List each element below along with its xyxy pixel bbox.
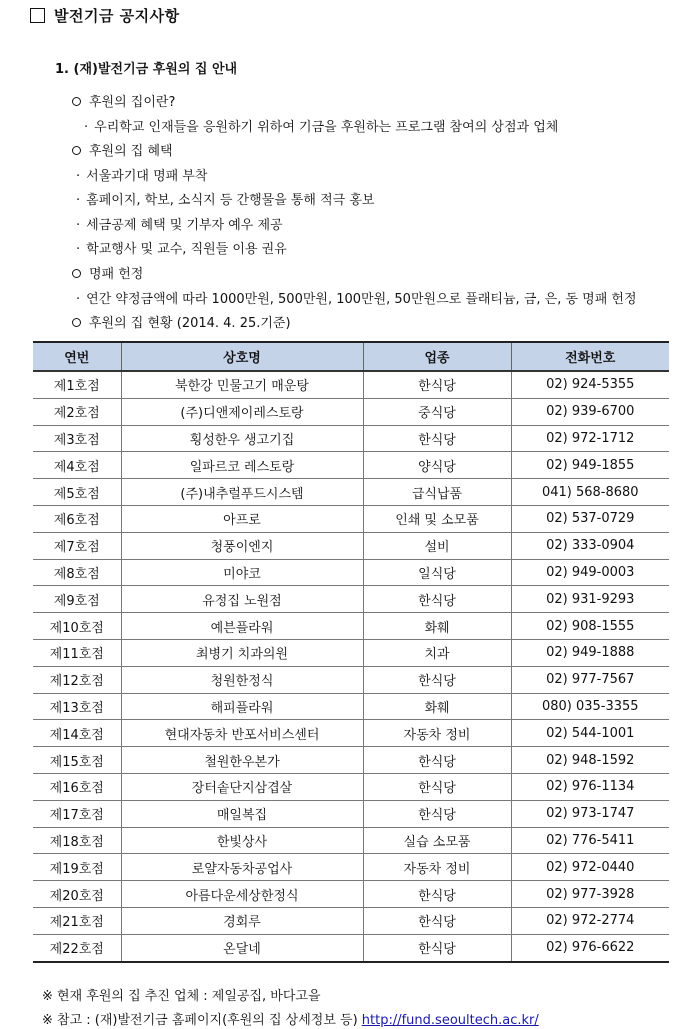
benefit-item: · 홈페이지, 학보, 소식지 등 간행물을 통해 적극 홍보 xyxy=(76,193,375,208)
business-type-cell: 한식당 xyxy=(363,666,511,693)
circle-bullet-icon xyxy=(72,269,81,278)
table-row xyxy=(33,773,669,800)
footer-note-1: ※ 현재 후원의 집 추진 업체 : 제일공집, 바다고을 xyxy=(42,989,321,1004)
store-name-cell: 로얄자동차공업사 xyxy=(121,854,363,881)
table-row xyxy=(33,666,669,693)
table-row xyxy=(33,559,669,586)
table-row xyxy=(33,747,669,774)
store-number-cell: 제8호점 xyxy=(33,559,121,586)
column-header: 업종 xyxy=(363,342,511,371)
business-type-cell: 한식당 xyxy=(363,800,511,827)
fund-homepage-link[interactable]: http://fund.seoultech.ac.kr/ xyxy=(361,1013,539,1028)
footer-note-2 xyxy=(42,1009,539,1028)
q3-heading: 명패 헌정 xyxy=(89,267,144,282)
store-number-cell: 제11호점 xyxy=(33,639,121,666)
page-header xyxy=(30,5,180,26)
phone-cell: 02) 973-1747 xyxy=(511,800,669,827)
store-name-cell: 청원한정식 xyxy=(121,666,363,693)
intro-q4 xyxy=(72,312,291,331)
business-type-cell: 한식당 xyxy=(363,425,511,452)
store-number-cell: 제7호점 xyxy=(33,532,121,559)
store-name-cell: 예븐플라워 xyxy=(121,613,363,640)
store-name-cell: 철원한우본가 xyxy=(121,747,363,774)
table-row xyxy=(33,693,669,720)
business-type-cell: 한식당 xyxy=(363,773,511,800)
store-name-cell: 아프로 xyxy=(121,505,363,532)
business-type-cell: 일식당 xyxy=(363,559,511,586)
store-name-cell: 한빛상사 xyxy=(121,827,363,854)
store-number-cell: 제19호점 xyxy=(33,854,121,881)
table-row xyxy=(33,452,669,479)
business-type-cell: 한식당 xyxy=(363,747,511,774)
business-type-cell: 한식당 xyxy=(363,934,511,961)
circle-bullet-icon xyxy=(72,97,81,106)
phone-cell: 02) 776-5411 xyxy=(511,827,669,854)
store-name-cell: 최병기 치과의원 xyxy=(121,639,363,666)
column-header: 상호명 xyxy=(121,342,363,371)
store-number-cell: 제18호점 xyxy=(33,827,121,854)
store-name-cell: 일파르코 레스토랑 xyxy=(121,452,363,479)
phone-cell: 02) 976-6622 xyxy=(511,934,669,961)
phone-cell: 02) 908-1555 xyxy=(511,613,669,640)
intro-q3-desc xyxy=(76,288,637,307)
dot-bullet-icon: · xyxy=(76,292,81,307)
store-number-cell: 제21호점 xyxy=(33,907,121,934)
table-row xyxy=(33,827,669,854)
phone-cell: 02) 948-1592 xyxy=(511,747,669,774)
store-name-cell: 횡성한우 생고기집 xyxy=(121,425,363,452)
store-table xyxy=(33,341,669,963)
business-type-cell: 양식당 xyxy=(363,452,511,479)
page-title: 발전기금 공지사항 xyxy=(54,7,180,25)
phone-cell: 02) 931-9293 xyxy=(511,586,669,613)
store-number-cell: 제5호점 xyxy=(33,479,121,506)
store-number-cell: 제3호점 xyxy=(33,425,121,452)
store-number-cell: 제16호점 xyxy=(33,773,121,800)
business-type-cell: 설비 xyxy=(363,532,511,559)
table-row xyxy=(33,532,669,559)
table-row xyxy=(33,907,669,934)
store-number-cell: 제22호점 xyxy=(33,934,121,961)
checkbox-icon xyxy=(30,8,45,23)
table-row xyxy=(33,505,669,532)
store-number-cell: 제15호점 xyxy=(33,747,121,774)
phone-cell: 02) 977-7567 xyxy=(511,666,669,693)
phone-cell: 02) 939-6700 xyxy=(511,398,669,425)
table-row xyxy=(33,371,669,398)
phone-cell: 02) 949-1888 xyxy=(511,639,669,666)
business-type-cell: 인쇄 및 소모품 xyxy=(363,505,511,532)
q2-heading: 후원의 집 혜택 xyxy=(89,144,173,159)
phone-cell: 02) 976-1134 xyxy=(511,773,669,800)
phone-cell: 080) 035-3355 xyxy=(511,693,669,720)
business-type-cell: 화훼 xyxy=(363,693,511,720)
benefit-item: · 서울과기대 명패 부착 xyxy=(76,169,208,184)
store-name-cell: 아름다운세상한정식 xyxy=(121,881,363,908)
intro-q1 xyxy=(72,91,175,110)
table-row xyxy=(33,854,669,881)
store-number-cell: 제14호점 xyxy=(33,720,121,747)
circle-bullet-icon xyxy=(72,146,81,155)
business-type-cell: 한식당 xyxy=(363,881,511,908)
phone-cell: 02) 333-0904 xyxy=(511,532,669,559)
phone-cell: 041) 568-8680 xyxy=(511,479,669,506)
benefit-item: · 세금공제 혜택 및 기부자 예우 제공 xyxy=(76,218,283,233)
store-number-cell: 제10호점 xyxy=(33,613,121,640)
dot-bullet-icon: · xyxy=(76,193,81,208)
dot-bullet-icon: · xyxy=(76,242,81,257)
intro-q2 xyxy=(72,140,173,159)
dot-bullet-icon: · xyxy=(76,218,81,233)
dot-bullet-icon: · xyxy=(76,169,81,184)
table-row xyxy=(33,425,669,452)
table-header-row xyxy=(33,342,669,371)
table-row xyxy=(33,613,669,640)
store-name-cell: 경회루 xyxy=(121,907,363,934)
phone-cell: 02) 972-2774 xyxy=(511,907,669,934)
column-header: 전화번호 xyxy=(511,342,669,371)
business-type-cell: 한식당 xyxy=(363,586,511,613)
phone-cell: 02) 972-1712 xyxy=(511,425,669,452)
business-type-cell: 치과 xyxy=(363,639,511,666)
q1-desc: 우리학교 인재들을 응원하기 위하여 기금을 후원하는 프로그램 참여의 상점과 업체 xyxy=(94,120,559,135)
store-number-cell: 제2호점 xyxy=(33,398,121,425)
business-type-cell: 중식당 xyxy=(363,398,511,425)
store-name-cell: 장터솥단지삼겹살 xyxy=(121,773,363,800)
intro-q3 xyxy=(72,263,143,282)
table-row xyxy=(33,639,669,666)
intro-q1-desc xyxy=(84,116,558,135)
phone-cell: 02) 537-0729 xyxy=(511,505,669,532)
business-type-cell: 실습 소모품 xyxy=(363,827,511,854)
store-number-cell: 제20호점 xyxy=(33,881,121,908)
dot-bullet-icon: · xyxy=(84,120,89,135)
circle-bullet-icon xyxy=(72,318,81,327)
store-name-cell: (주)내추럴푸드시스템 xyxy=(121,479,363,506)
column-header: 연번 xyxy=(33,342,121,371)
q4-heading: 후원의 집 현황 (2014. 4. 25.기준) xyxy=(89,316,291,331)
store-number-cell: 제9호점 xyxy=(33,586,121,613)
store-number-cell: 제13호점 xyxy=(33,693,121,720)
business-type-cell: 한식당 xyxy=(363,907,511,934)
store-name-cell: (주)디앤제이레스토랑 xyxy=(121,398,363,425)
section-title: 1. (재)발전기금 후원의 집 안내 xyxy=(55,62,238,77)
store-name-cell: 현대자동차 반포서비스센터 xyxy=(121,720,363,747)
business-type-cell: 화훼 xyxy=(363,613,511,640)
business-type-cell: 자동차 정비 xyxy=(363,854,511,881)
table-row xyxy=(33,720,669,747)
footer-note-2-text: ※ 참고 : (재)발전기금 홈페이지(후원의 집 상세정보 등) xyxy=(42,1013,362,1028)
phone-cell: 02) 544-1001 xyxy=(511,720,669,747)
table-row xyxy=(33,800,669,827)
table-row xyxy=(33,934,669,961)
phone-cell: 02) 949-1855 xyxy=(511,452,669,479)
table-row xyxy=(33,881,669,908)
table-row xyxy=(33,479,669,506)
phone-cell: 02) 949-0003 xyxy=(511,559,669,586)
store-name-cell: 청풍이엔지 xyxy=(121,532,363,559)
table-row xyxy=(33,586,669,613)
store-name-cell: 유정집 노원점 xyxy=(121,586,363,613)
store-name-cell: 매일복집 xyxy=(121,800,363,827)
q1-heading: 후원의 집이란? xyxy=(89,95,176,110)
q3-desc: 연간 약정금액에 따라 1000만원, 500만원, 100만원, 50만원으로 플래티늄, 금, 은, 동 명패 헌정 xyxy=(86,292,637,307)
store-number-cell: 제12호점 xyxy=(33,666,121,693)
store-number-cell: 제1호점 xyxy=(33,371,121,398)
store-name-cell: 온달네 xyxy=(121,934,363,961)
store-name-cell: 해피플라워 xyxy=(121,693,363,720)
business-type-cell: 자동차 정비 xyxy=(363,720,511,747)
store-name-cell: 미야코 xyxy=(121,559,363,586)
phone-cell: 02) 972-0440 xyxy=(511,854,669,881)
phone-cell: 02) 977-3928 xyxy=(511,881,669,908)
business-type-cell: 한식당 xyxy=(363,371,511,398)
store-number-cell: 제6호점 xyxy=(33,505,121,532)
table-row xyxy=(33,398,669,425)
benefit-item: · 학교행사 및 교수, 직원들 이용 권유 xyxy=(76,242,287,257)
store-name-cell: 북한강 민물고기 매운탕 xyxy=(121,371,363,398)
phone-cell: 02) 924-5355 xyxy=(511,371,669,398)
store-number-cell: 제4호점 xyxy=(33,452,121,479)
store-number-cell: 제17호점 xyxy=(33,800,121,827)
business-type-cell: 급식납품 xyxy=(363,479,511,506)
